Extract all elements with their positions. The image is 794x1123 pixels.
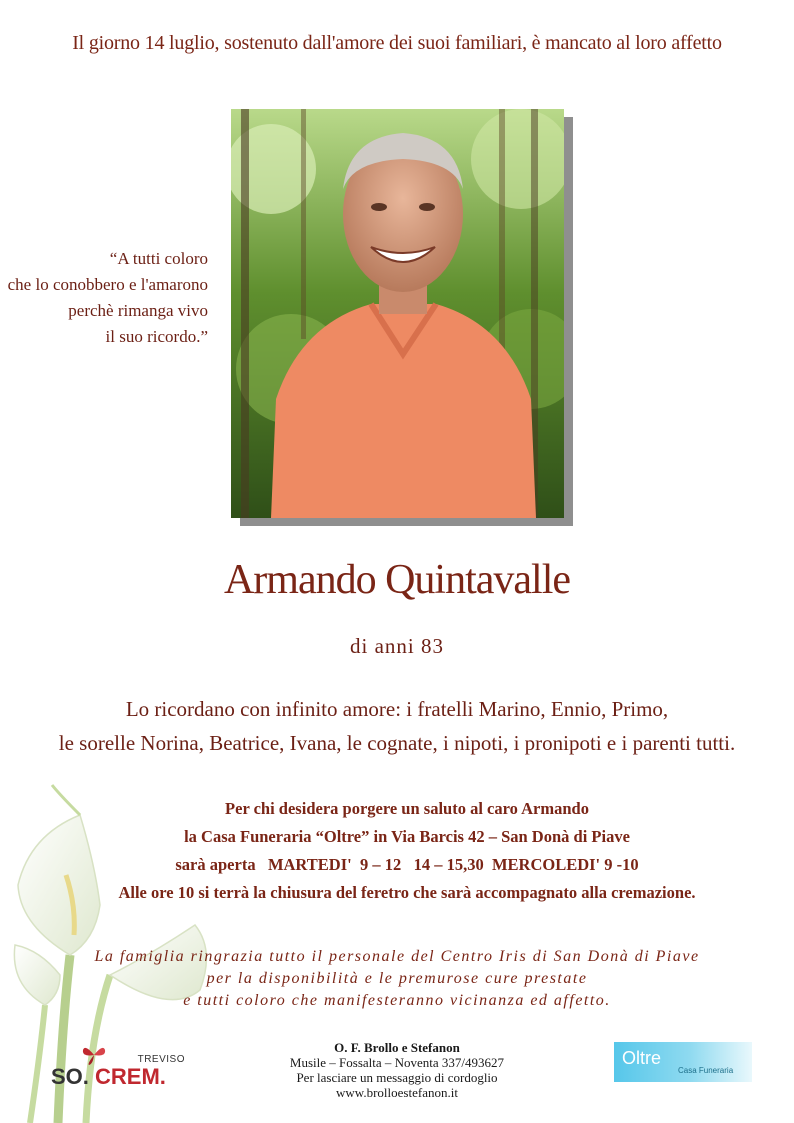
website-link[interactable]: www.brolloestefanon.it <box>336 1085 458 1100</box>
funeral-home-locations: Musile – Fossalta – Noventa 337/493627 <box>289 1055 505 1070</box>
socrem-city: TREVISO <box>137 1054 185 1065</box>
family-remembrance <box>0 692 794 760</box>
deceased-name: Armando Quintavalle <box>223 557 571 603</box>
socrem-logo <box>45 1042 195 1092</box>
condolence-message: Per lasciare un messaggio di cordoglio <box>296 1070 498 1085</box>
deceased-age: di anni 83 <box>350 634 444 658</box>
thanks-line: e tutti coloro che manifesteranno vicinanza ed affetto. <box>183 992 611 1009</box>
visiting-line: Per chi desidera porgere un saluto al caro Armando <box>225 799 589 818</box>
quote-line: il suo ricordo.” <box>105 327 208 346</box>
visiting-line: la Casa Funeraria “Oltre” in Via Barcis 42 – San Donà di Piave <box>184 827 630 846</box>
oltre-logo <box>614 1042 752 1082</box>
thanks-line: per la disponibilità e le premurose cure prestate <box>206 970 588 987</box>
remembrance-line: le sorelle Norina, Beatrice, Ivana, le cognate, i nipoti, i pronipoti e i parenti tutti. <box>58 731 736 755</box>
visiting-info <box>20 795 794 907</box>
oltre-subtitle: Casa Funeraria <box>678 1066 734 1075</box>
quote-line: che lo conobbero e l'amarono <box>7 275 208 294</box>
thanks-line: La famiglia ringrazia tutto il personale del Centro Iris di San Donà di Piave <box>94 948 700 965</box>
butterfly-icon <box>81 1044 107 1066</box>
funeral-home-name: O. F. Brollo e Stefanon <box>334 1040 460 1055</box>
quote-line: perchè rimanga vivo <box>68 301 208 320</box>
intro-text: Il giorno 14 luglio, sostenuto dall'amore dei suoi familiari, è mancato al loro affetto <box>72 32 722 54</box>
portrait-photo <box>231 109 564 518</box>
memorial-quote <box>0 246 208 350</box>
visiting-line: Alle ore 10 si terrà la chiusura del feretro che sarà accompagnato alla cremazione. <box>118 883 696 902</box>
quote-line: “A tutti coloro <box>109 249 208 268</box>
visiting-hours: sarà aperta MARTEDI' 9 – 12 14 – 15,30 MERCOLEDI' 9 -10 <box>175 855 639 874</box>
socrem-so: SO. <box>51 1064 89 1089</box>
socrem-crem: CREM. <box>95 1064 166 1089</box>
remembrance-line: Lo ricordano con infinito amore: i fratelli Marino, Ennio, Primo, <box>125 697 669 721</box>
family-thanks <box>0 946 794 1012</box>
oltre-name: Oltre <box>622 1048 662 1068</box>
